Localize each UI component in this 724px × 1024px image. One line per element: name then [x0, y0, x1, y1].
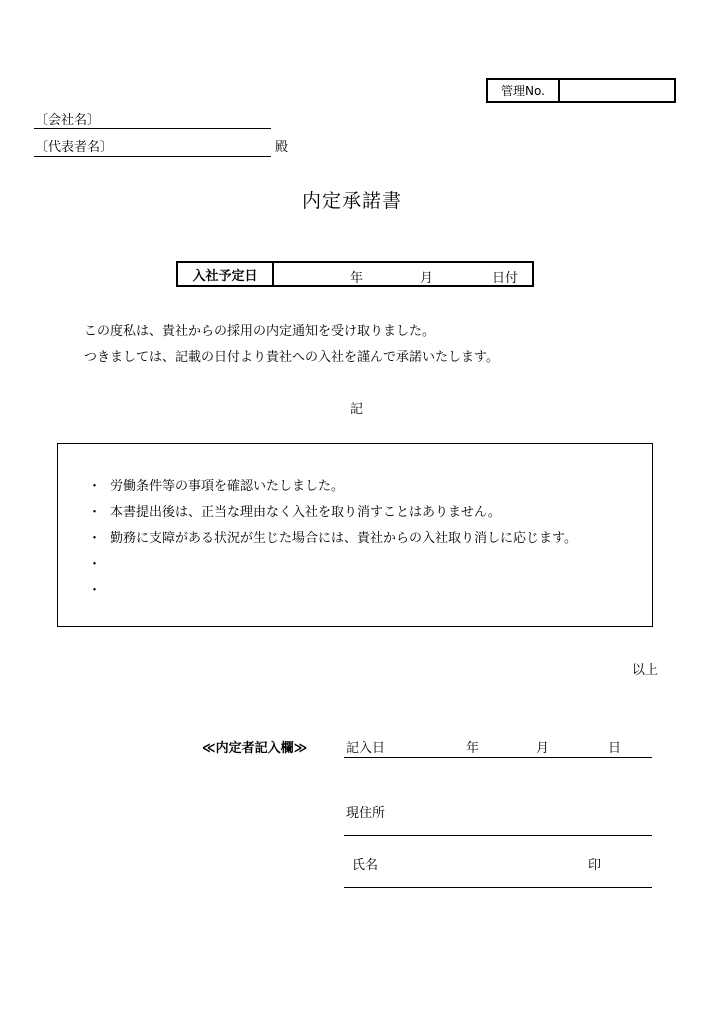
- entry-date-year: 年: [466, 741, 480, 756]
- bullet: ・: [88, 556, 102, 572]
- joining-date-year: 年: [350, 271, 364, 286]
- joining-date-month: 月: [420, 271, 434, 286]
- bullet: ・: [88, 530, 102, 546]
- list-item-text: 本書提出後は、正当な理由なく入社を取り消すことはありません。: [110, 504, 501, 520]
- entry-date-label: 記入日: [346, 741, 386, 756]
- name-row[interactable]: [344, 852, 652, 888]
- management-number-field[interactable]: [560, 80, 674, 101]
- closing-text: 以上: [632, 663, 659, 678]
- list-item: [88, 526, 577, 546]
- company-name-label: 〔会社名〕: [35, 113, 101, 128]
- conditions-box: [57, 443, 653, 627]
- list-item: [88, 578, 110, 598]
- bullet: ・: [88, 504, 102, 520]
- list-item-text: 労働条件等の事項を確認いたしました。: [110, 478, 345, 494]
- entry-date-month: 月: [536, 741, 550, 756]
- representative-name-label: 〔代表者名〕: [35, 140, 114, 155]
- address-row[interactable]: [344, 800, 652, 836]
- ki-heading: 記: [350, 402, 364, 417]
- applicant-section-heading: ≪内定者記入欄≫: [202, 741, 308, 756]
- joining-date-box: [176, 261, 534, 287]
- joining-date-day: 日付: [492, 271, 519, 286]
- company-name-line: [34, 128, 271, 129]
- representative-name-line: [34, 156, 271, 157]
- list-item-text: 勤務に支障がある状況が生じた場合には、貴社からの入社取り消しに応じます。: [110, 530, 577, 546]
- page-title: 内定承諾書: [302, 190, 403, 212]
- joining-date-label: 入社予定日: [178, 263, 274, 285]
- address-label: 現住所: [346, 806, 386, 821]
- body-line-2: つきましては、記載の日付より貴社への入社を謹んで承諾いたします。: [84, 350, 499, 365]
- seal-mark: 印: [588, 858, 602, 873]
- joining-date-field[interactable]: [274, 263, 532, 285]
- name-label: 氏名: [352, 858, 379, 873]
- list-item: [88, 500, 501, 520]
- list-item: [88, 552, 110, 572]
- management-number-box: [486, 78, 676, 103]
- entry-date-day: 日: [608, 741, 622, 756]
- list-item: [88, 474, 344, 494]
- honorific: 殿: [275, 140, 289, 155]
- bullet: ・: [88, 478, 102, 494]
- management-number-label: 管理No.: [488, 80, 560, 101]
- entry-date-row[interactable]: [344, 731, 652, 758]
- body-line-1: この度私は、貴社からの採用の内定通知を受け取りました。: [84, 324, 436, 339]
- bullet: ・: [88, 582, 102, 598]
